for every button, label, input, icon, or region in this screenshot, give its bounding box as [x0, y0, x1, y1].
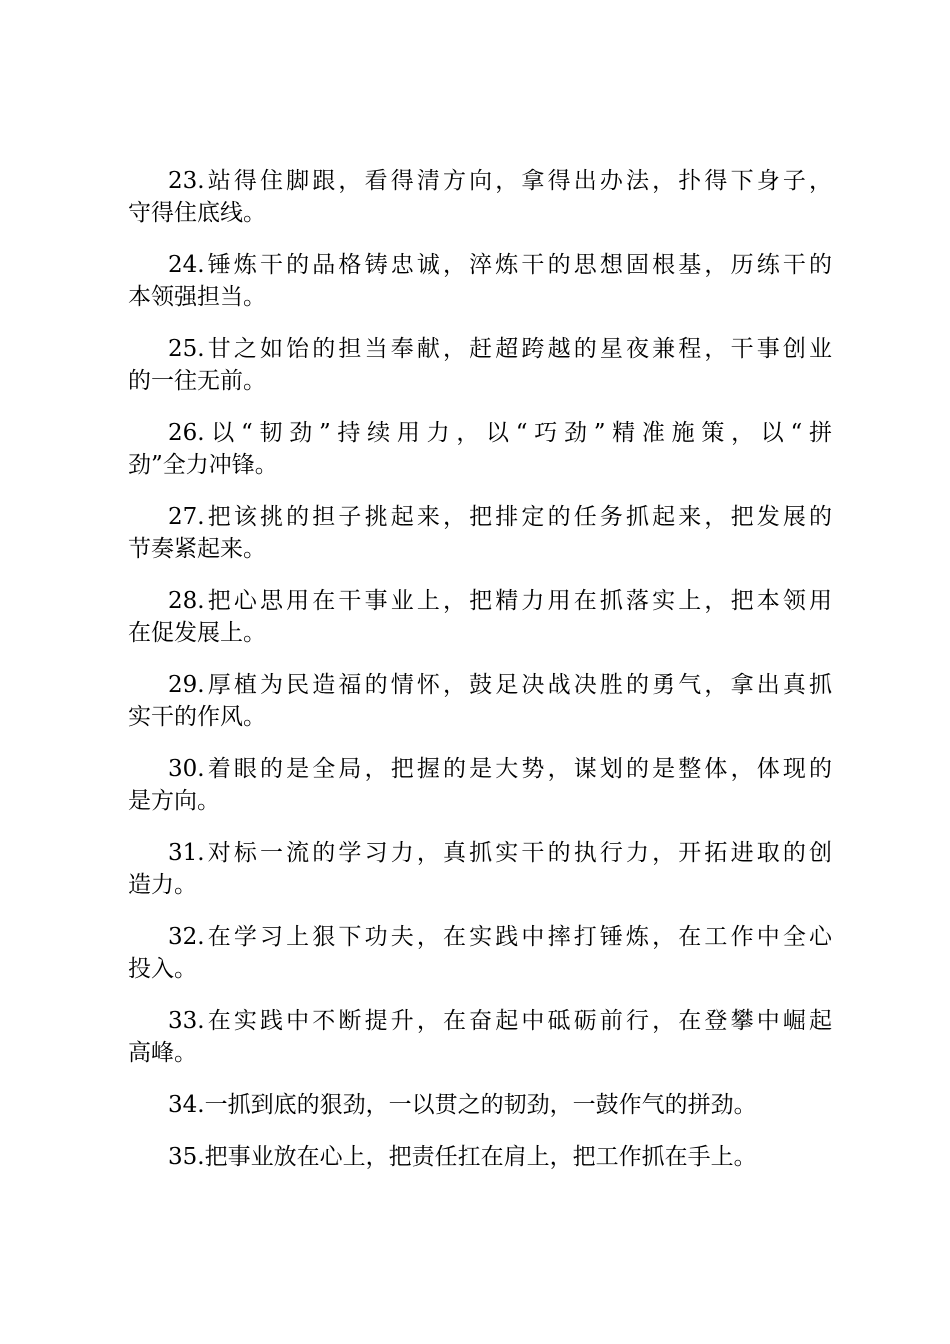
item-line: 节奏紧起来。 [128, 536, 266, 562]
item-line: 投入。 [128, 956, 197, 982]
item-line: 34.一抓到底的狠劲，一以贯之的韧劲，一鼓作气的拼劲。 [168, 1092, 757, 1118]
item-line: 造力。 [128, 872, 197, 898]
item-line: 24.锤炼干的品格铸忠诚，淬炼干的思想固根基，历练干的 [168, 252, 832, 278]
list-item-29 [128, 669, 832, 733]
item-line: 30.着眼的是全局，把握的是大势，谋划的是整体，体现的 [168, 756, 832, 782]
list-item-34 [128, 1089, 832, 1121]
list-item-24 [128, 249, 832, 313]
list-item-33 [128, 1005, 832, 1069]
item-line: 守得住底线。 [128, 200, 266, 226]
item-line: 32.在学习上狠下功夫，在实践中摔打锤炼，在工作中全心 [168, 924, 832, 950]
item-line: 35.把事业放在心上，把责任扛在肩上，把工作抓在手上。 [168, 1144, 757, 1170]
item-line: 的一往无前。 [128, 368, 266, 394]
list-item-28 [128, 585, 832, 649]
item-line: 26.以“韧劲”持续用力，以“巧劲”精准施策，以“拼 [168, 420, 832, 446]
item-line: 在促发展上。 [128, 620, 266, 646]
list-item-32 [128, 921, 832, 985]
list-item-27 [128, 501, 832, 565]
item-line: 实干的作风。 [128, 704, 266, 730]
item-line: 25.甘之如饴的担当奉献，赶超跨越的星夜兼程，干事创业 [168, 336, 832, 362]
item-line: 28.把心思用在干事业上，把精力用在抓落实上，把本领用 [168, 588, 832, 614]
list-item-26 [128, 417, 832, 481]
list-item-31 [128, 837, 832, 901]
item-line: 31.对标一流的学习力，真抓实干的执行力，开拓进取的创 [168, 840, 832, 866]
item-line: 劲”全力冲锋。 [128, 452, 278, 478]
list-item-30 [128, 753, 832, 817]
item-line: 23.站得住脚跟，看得清方向，拿得出办法，扑得下身子， [168, 168, 832, 194]
list-item-25 [128, 333, 832, 397]
item-line: 29.厚植为民造福的情怀，鼓足决战决胜的勇气，拿出真抓 [168, 672, 832, 698]
item-line: 高峰。 [128, 1040, 197, 1066]
list-item-23 [128, 165, 832, 229]
list-item-35 [128, 1141, 832, 1173]
item-line: 27.把该挑的担子挑起来，把排定的任务抓起来，把发展的 [168, 504, 832, 530]
item-line: 是方向。 [128, 788, 220, 814]
item-line: 本领强担当。 [128, 284, 266, 310]
document-body [128, 165, 832, 1193]
item-line: 33.在实践中不断提升，在奋起中砥砺前行，在登攀中崛起 [168, 1008, 832, 1034]
